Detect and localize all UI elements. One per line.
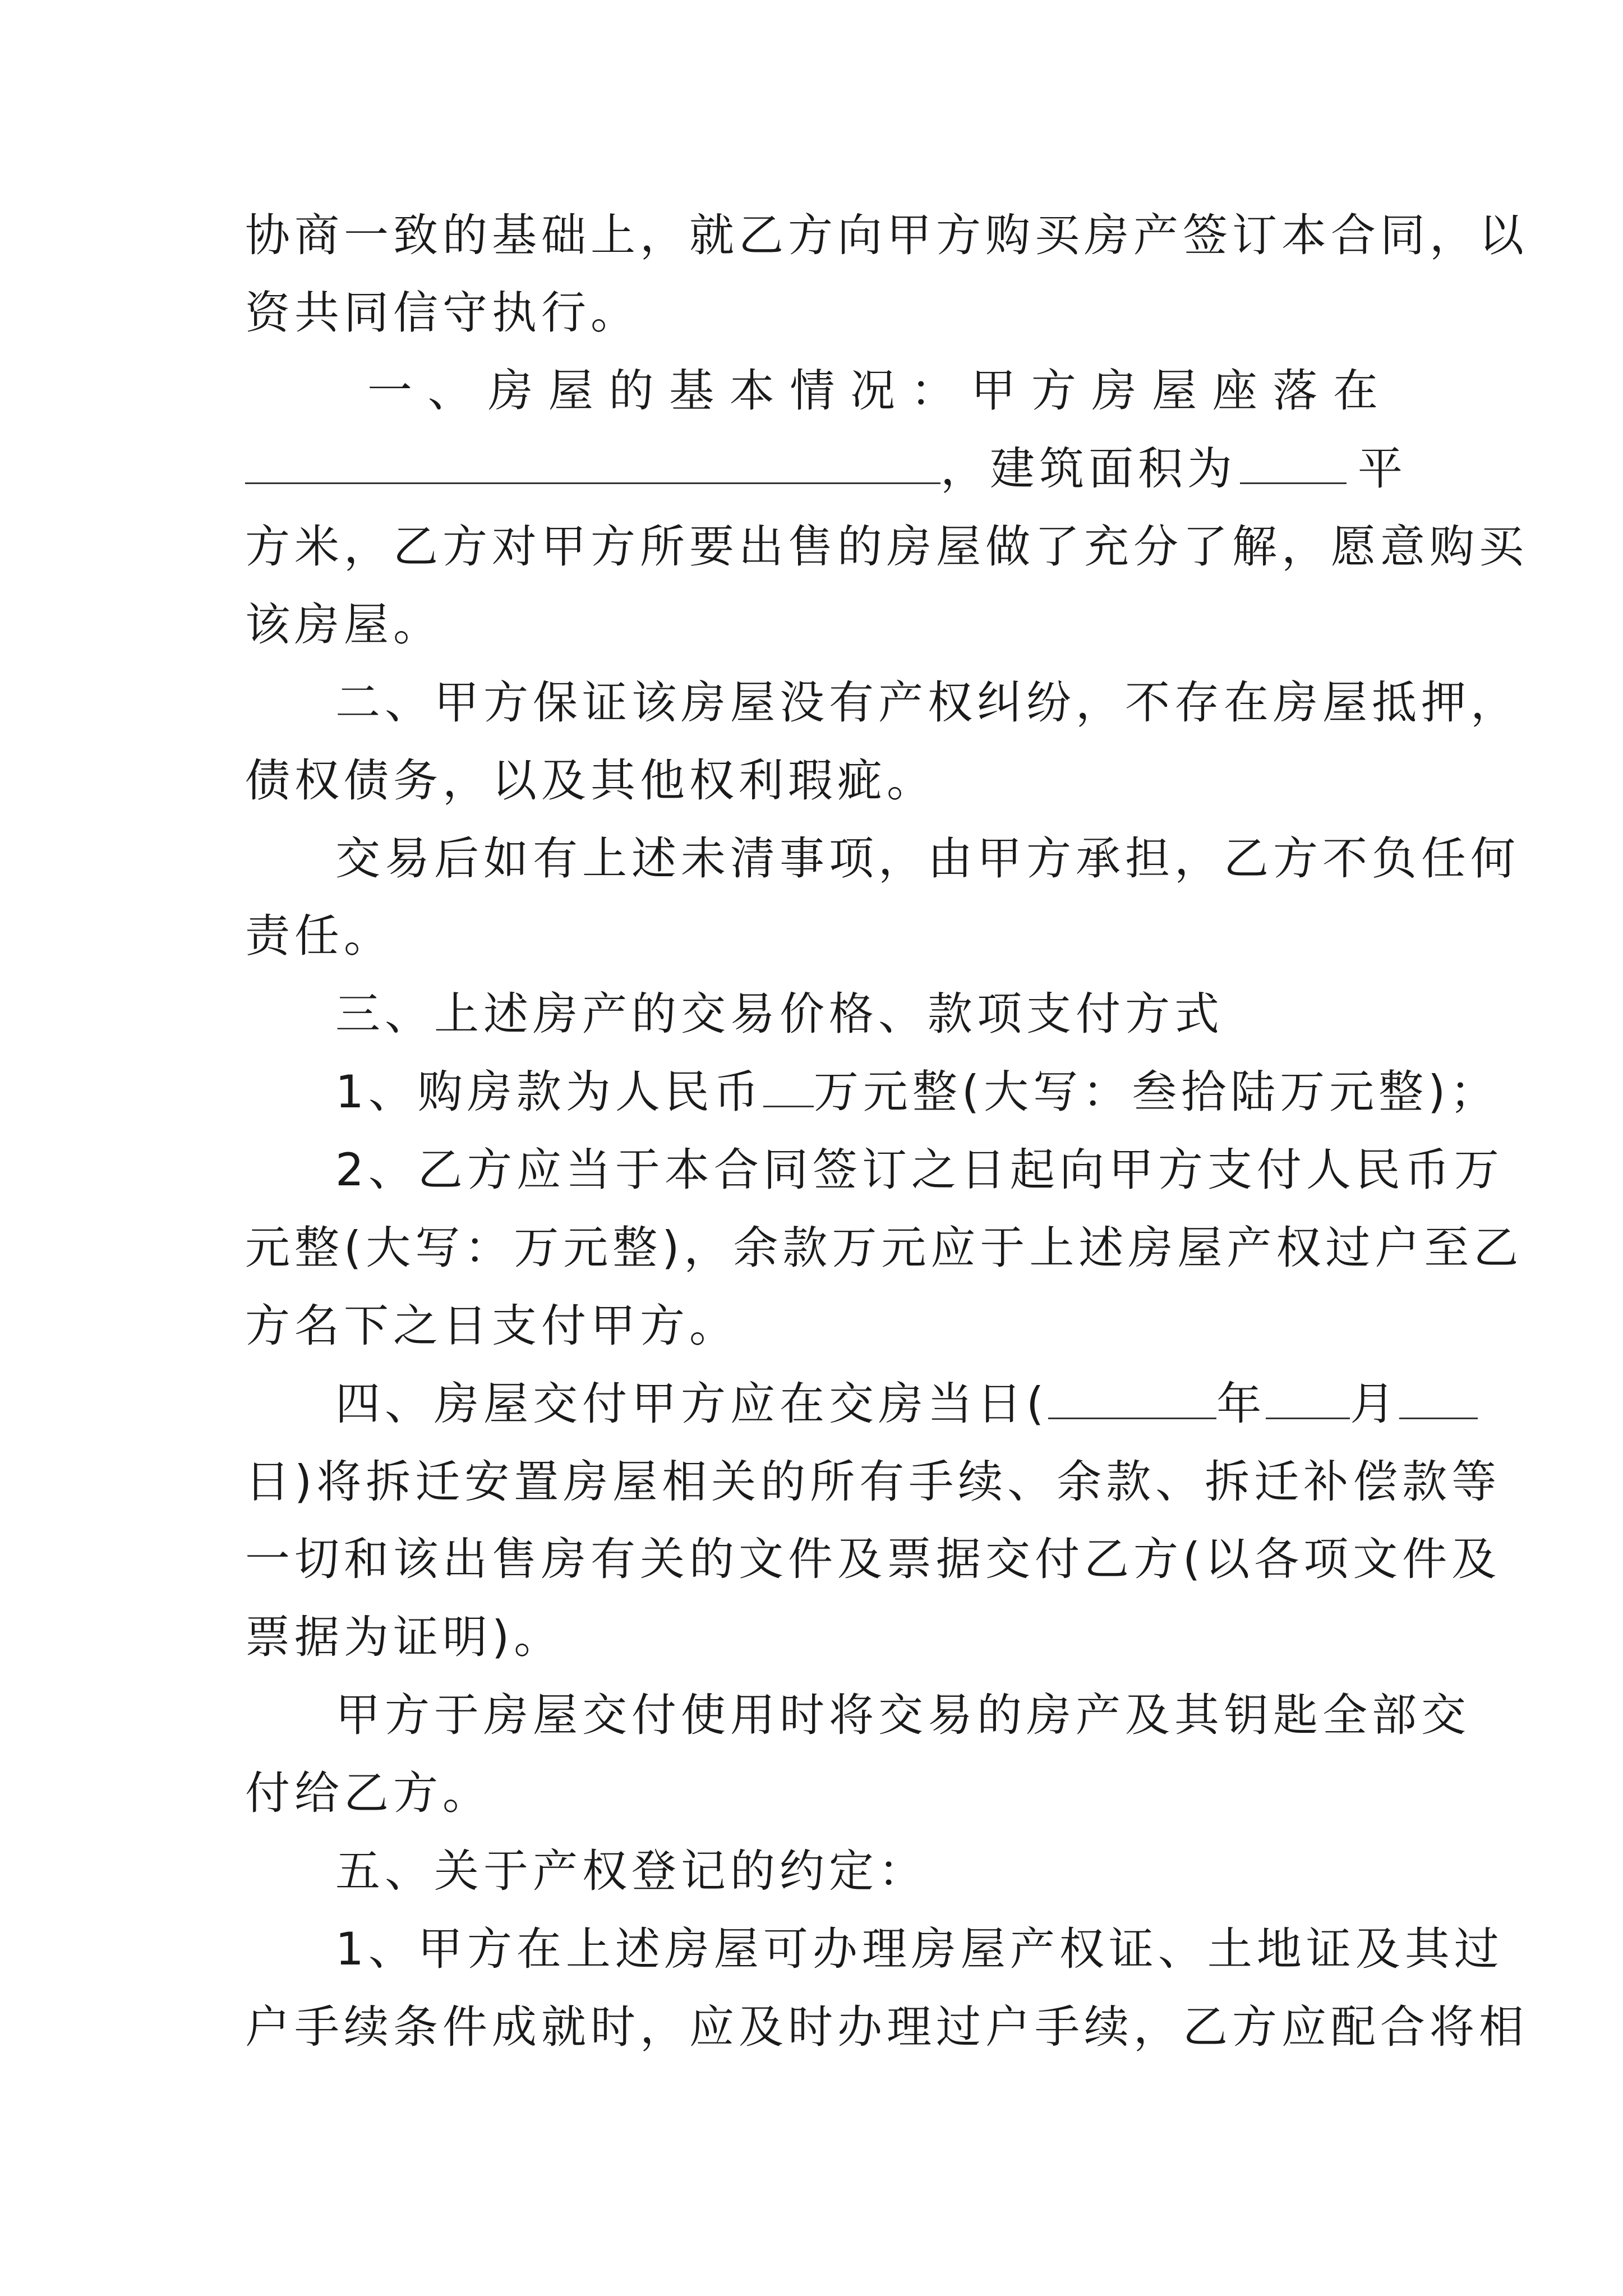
area-label: ，建筑面积为 [940,443,1237,495]
area-blank [1240,443,1347,484]
paragraph-line: 方米，乙方对甲方所要出售的房屋做了充分了解，愿意购买 [245,521,1528,573]
month-label: 月 [1350,1378,1400,1430]
delivery-label: 四、房屋交付甲方应在交房当日( [335,1378,1049,1430]
day-blank [1399,1378,1478,1419]
char: 情 [790,365,835,417]
year-blank [1048,1378,1216,1419]
paragraph-line: 该房屋。 [245,599,442,651]
char: 房 [1091,365,1137,417]
paragraph-line: 2、乙方应当于本合同签订之日起向甲方支付人民币万 [335,1144,1504,1196]
paragraph-line: 付给乙方。 [245,1767,492,1819]
paragraph-line: 元整(大写：万元整)，余款万元应于上述房屋产权过户至乙 [245,1222,1523,1274]
char: 落 [1272,365,1318,417]
paragraph-line: 协商一致的基础上，就乙方向甲方购买房产签订本合同，以 [245,209,1528,261]
paragraph-line: 甲方于房屋交付使用时将交易的房产及其钥匙全部交 [335,1689,1470,1741]
year-label: 年 [1216,1378,1266,1430]
paragraph-line: 二、甲方保证该房屋没有产权纠纷，不存在房屋抵押， [335,677,1520,729]
char: 、 [427,365,473,417]
month-blank [1266,1378,1350,1419]
paragraph-line: 日)将拆迁安置房屋相关的所有手续、余款、拆迁补偿款等 [245,1456,1501,1508]
paragraph-line: 1、甲方在上述房屋可办理房屋产权证、土地证及其过 [335,1923,1504,1975]
char: 方 [1031,365,1076,417]
char: 况 [850,365,895,417]
char: 甲 [971,365,1016,417]
char: 房 [488,365,533,417]
paragraph-line: 债权债务，以及其他权利瑕疵。 [245,754,936,807]
char: 本 [729,365,774,417]
paragraph-line: 交易后如有上述未清事项，由甲方承担，乙方不负任何 [335,832,1520,885]
paragraph-line: 票据为证明)。 [245,1611,564,1663]
char: 屋 [1152,365,1197,417]
location-blank [245,443,940,484]
paragraph-line: 资共同信守执行。 [245,287,640,339]
price-label: 1、购房款为人民币 [335,1066,763,1118]
section-3-heading: 三、上述房产的交易价格、款项支付方式 [335,988,1224,1040]
price-line [335,1064,1500,1120]
char: 在 [1333,365,1378,417]
price-rest: 万元整(大写：叁拾陆万元整)； [813,1066,1500,1118]
location-area-line [245,441,1407,497]
delivery-date-line [335,1376,1400,1432]
char: 座 [1212,365,1257,417]
paragraph-line: 方名下之日支付甲方。 [245,1300,739,1352]
paragraph-line: 一切和该出售房有关的文件及票据交付乙方(以各项文件及 [245,1533,1501,1585]
section-1-heading-line [367,363,1378,419]
char: 一 [367,365,412,417]
section-5-heading: 五、关于产权登记的约定： [335,1845,928,1897]
price-blank [763,1066,814,1107]
char: 屋 [548,365,593,417]
char: 基 [669,365,714,417]
area-unit: 平 [1358,443,1407,495]
char: 的 [608,365,654,417]
paragraph-line: 责任。 [245,910,393,962]
paragraph-line: 户手续条件成就时，应及时办理过户手续，乙方应配合将相 [245,2001,1528,2053]
char: ： [910,365,956,417]
